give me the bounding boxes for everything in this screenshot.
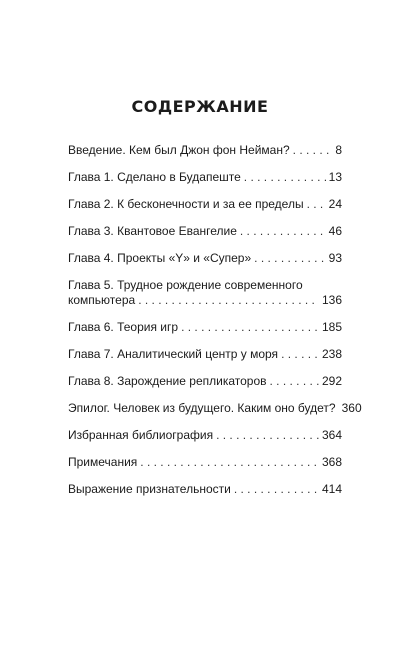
dot-leader xyxy=(270,374,319,389)
toc-entry-epilogue[interactable] xyxy=(68,401,362,416)
toc-entry-label: Глава 7. Аналитический центр у моря xyxy=(68,347,279,361)
toc-entry-chapter-2[interactable] xyxy=(68,197,342,212)
toc-entry-label: Эпилог. Человек из будущего. Каким оно будет? xyxy=(68,401,336,415)
toc-entry-label: Введение. Кем был Джон фон Нейман? xyxy=(68,143,290,157)
toc-entry-page: 24 xyxy=(328,197,342,211)
toc-entry-chapter-7[interactable] xyxy=(68,347,342,362)
dot-leader xyxy=(244,170,326,185)
toc-entry-chapter-5[interactable] xyxy=(68,278,342,308)
toc-entry-page: 8 xyxy=(335,143,342,157)
toc-entry-label: Глава 2. К бесконечности и за ее пределы xyxy=(68,197,304,211)
toc-entry-page: 185 xyxy=(321,320,342,334)
dot-leader xyxy=(216,428,319,443)
dot-leader xyxy=(181,320,319,335)
toc-entry-chapter-6[interactable] xyxy=(68,320,342,335)
dot-leader xyxy=(254,251,325,266)
toc-entry-label: Выражение признательности xyxy=(68,482,231,496)
toc-entry-label: компьютера xyxy=(68,293,136,307)
dot-leader xyxy=(281,347,319,362)
toc-entry-label-line-1: Глава 5. Трудное рождение современного xyxy=(68,278,303,292)
toc-entry-page: 414 xyxy=(321,482,342,496)
toc-entry-page: 360 xyxy=(341,401,362,415)
toc-entry-chapter-3[interactable] xyxy=(68,224,342,239)
dot-leader xyxy=(234,482,319,497)
toc-entry-page: 292 xyxy=(321,374,342,388)
dot-leader xyxy=(293,143,333,158)
dot-leader xyxy=(138,293,319,308)
toc-entry-chapter-8[interactable] xyxy=(68,374,342,389)
toc-entry-label: Глава 4. Проекты «Y» и «Супер» xyxy=(68,251,252,265)
toc-entry-page: 13 xyxy=(328,170,342,184)
toc-entry-label: Глава 3. Квантовое Евангелие xyxy=(68,224,237,238)
page-title: СОДЕРЖАНИЕ xyxy=(131,97,269,116)
toc-entry-page: 46 xyxy=(328,224,342,238)
toc-entry-bibliography[interactable] xyxy=(68,428,342,443)
toc-entry-label: Примечания xyxy=(68,455,138,469)
dot-leader xyxy=(307,197,326,212)
toc-entry-page: 364 xyxy=(321,428,342,442)
toc-entry-label: Глава 1. Сделано в Будапеште xyxy=(68,170,241,184)
toc-entry-label: Глава 8. Зарождение репликаторов xyxy=(68,374,267,388)
toc-entry-chapter-4[interactable] xyxy=(68,251,342,266)
toc-entry-page: 368 xyxy=(321,455,342,469)
table-of-contents xyxy=(68,143,362,509)
toc-entry-label: Избранная библиография xyxy=(68,428,214,442)
toc-entry-notes[interactable] xyxy=(68,455,342,470)
toc-entry-acknowledgements[interactable] xyxy=(68,482,342,497)
toc-entry-page: 93 xyxy=(328,251,342,265)
dot-leader xyxy=(240,224,326,239)
toc-entry-page: 238 xyxy=(321,347,342,361)
dot-leader xyxy=(140,455,319,470)
toc-entry-intro[interactable] xyxy=(68,143,342,158)
toc-entry-label: Глава 6. Теория игр xyxy=(68,320,179,334)
toc-entry-chapter-1[interactable] xyxy=(68,170,342,185)
toc-entry-page: 136 xyxy=(321,293,342,307)
